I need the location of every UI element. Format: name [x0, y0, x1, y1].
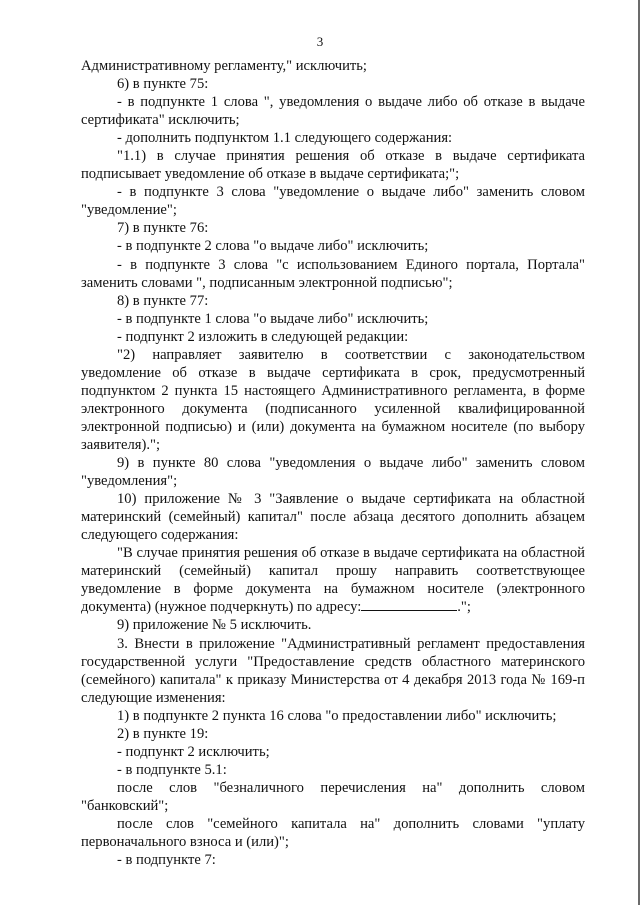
- address-blank-line: [361, 598, 457, 611]
- paragraph: 10) приложение № 3 "Заявление о выдаче сертификата на областной материнский (семейный) капитал" после абзаца десятого дополнить абзацем следующего содержания:: [81, 491, 585, 544]
- page-number: 3: [316, 34, 324, 49]
- paragraph: "2) направляет заявителю в соответствии с законодательством уведомление об отказе в выдаче сертификата в срок, предусмотренный подпунктом 2 пункта 15 настоящего Административного регламента, в форме электронного документа (подписанного усиленной квалифицированной электронной подписью) и (или) документа на бумажном носителе (по выбору заявителя).";: [81, 346, 585, 453]
- paragraph: - подпункт 2 исключить;: [117, 743, 270, 760]
- paragraph: 9) в пункте 80 слова "уведомления о выдаче либо" заменить словом "уведомления";: [81, 455, 585, 490]
- paragraph-with-blank: [81, 544, 585, 616]
- paragraph: - в подпункте 1 слова ", уведомления о выдаче либо об отказе в выдаче сертификата" исключить;: [81, 94, 585, 129]
- paragraph: - в подпункте 5.1:: [117, 761, 227, 778]
- paragraph: - дополнить подпунктом 1.1 следующего содержания:: [117, 130, 453, 147]
- paragraph: - в подпункте 7:: [117, 852, 216, 869]
- paragraph: - в подпункте 2 слова "о выдаче либо" исключить;: [117, 238, 429, 255]
- paragraph: - в подпункте 3 слова "с использованием Единого портала, Портала" заменить словами ", подписанным электронной подписью";: [81, 256, 585, 291]
- paragraph: 6) в пункте 75:: [117, 76, 209, 93]
- paragraph: 2) в пункте 19:: [117, 725, 209, 742]
- paragraph: 1) в подпункте 2 пункта 16 слова "о предоставлении либо" исключить;: [117, 707, 557, 724]
- paragraph: 8) в пункте 77:: [117, 292, 209, 309]
- document-body: [81, 57, 585, 869]
- paragraph: 9) приложение № 5 исключить.: [117, 617, 312, 634]
- paragraph: - подпункт 2 изложить в следующей редакции:: [117, 328, 409, 345]
- paragraph-end: .";: [457, 599, 471, 616]
- paragraph: "1.1) в случае принятия решения об отказе в выдаче сертификата подписывает уведомление об отказе в выдаче сертификата;";: [81, 148, 585, 183]
- paragraph-text: "В случае принятия решения об отказе в выдаче сертификата на областной материнский (семейный) капитал прошу направить соответствующее уведомление в форме документа на бумажном носителе (электронного документа) (нужное подчеркнуть) по адресу:: [81, 545, 585, 616]
- paragraph: 3. Внести в приложение "Административный регламент предоставления государственной услуги "Предоставление средств областного материнского (семейного) капитала" к приказу Министерства от 4 декабря 2013 года № 169-п следующие изменения:: [81, 635, 585, 706]
- paragraph: - в подпункте 3 слова "уведомление о выдаче либо" заменить словом "уведомление";: [81, 184, 585, 219]
- paragraph: после слов "безналичного перечисления на" дополнить словом "банковский";: [81, 779, 585, 814]
- paragraph: 7) в пункте 76:: [117, 220, 209, 237]
- paragraph: - в подпункте 1 слова "о выдаче либо" исключить;: [117, 310, 429, 327]
- paragraph: после слов "семейного капитала на" дополнить словами "уплату первоначального взноса и (или)";: [81, 815, 585, 851]
- paragraph: Административному регламенту," исключить;: [81, 58, 367, 74]
